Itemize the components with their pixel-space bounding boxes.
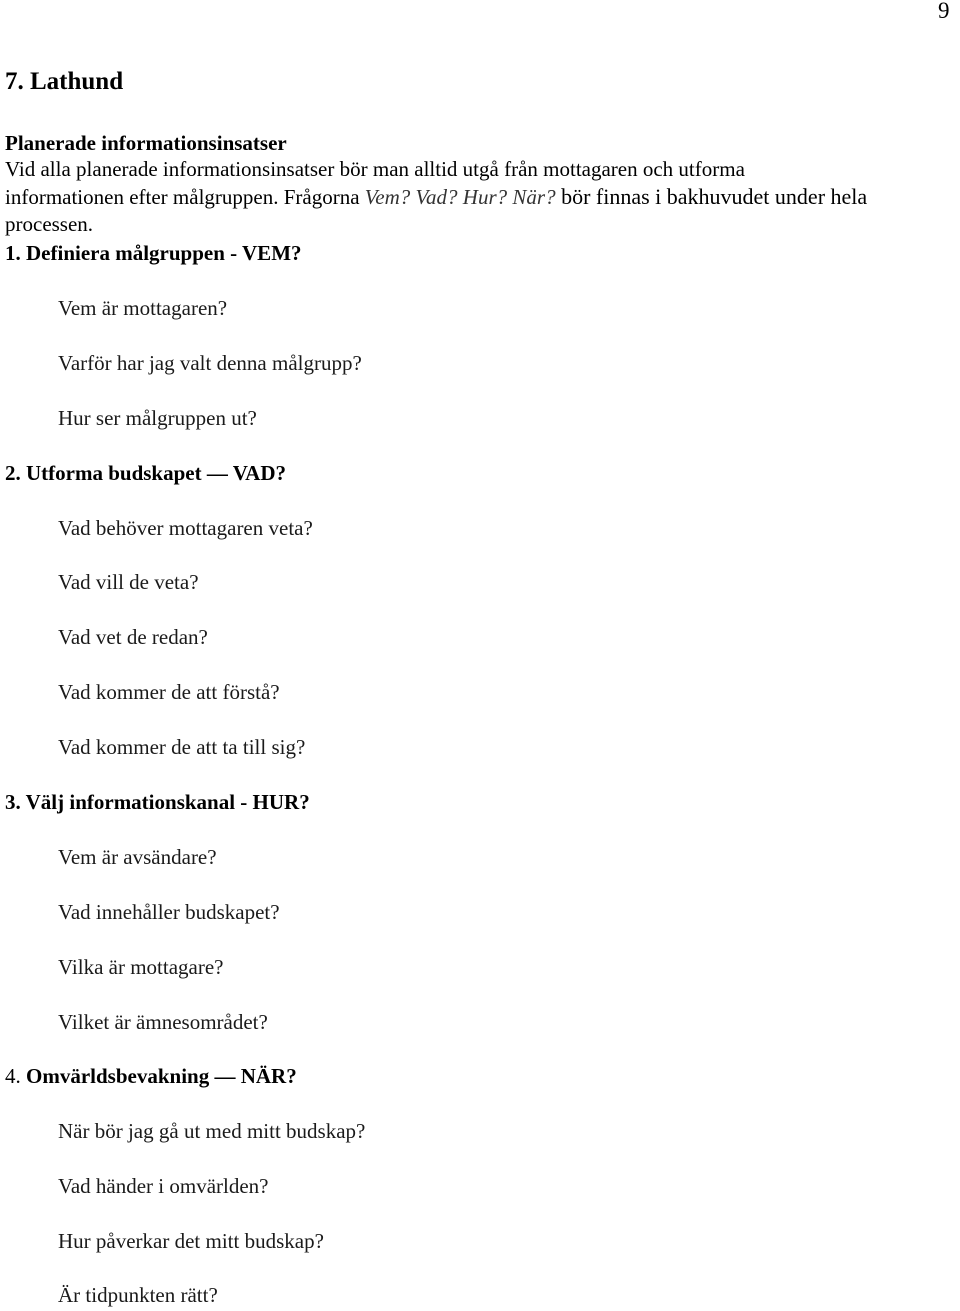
intro-line-3: processen.	[5, 212, 94, 236]
intro-line-2-end: bör finnas i bakhuvudet under hela	[555, 184, 868, 209]
question-item: Hur ser målgruppen ut?	[58, 406, 257, 430]
question-item: Vad kommer de att ta till sig?	[58, 735, 306, 759]
page-number: 9	[938, 0, 950, 23]
question-item: Varför har jag valt denna målgrupp?	[58, 351, 362, 375]
step-heading-4-text: Omvärldsbevakning — NÄR?	[26, 1064, 297, 1088]
question-item: Vad händer i omvärlden?	[58, 1174, 269, 1198]
intro-paragraph	[5, 156, 955, 238]
question-item: Vad behöver mottagaren veta?	[58, 516, 313, 540]
question-item: Vilket är ämnesområdet?	[58, 1010, 268, 1034]
question-item: När bör jag gå ut med mitt budskap?	[58, 1119, 366, 1143]
question-word-nar: När?	[512, 185, 556, 209]
question-item: Är tidpunkten rätt?	[58, 1283, 218, 1307]
step-number-4: 4.	[5, 1064, 21, 1088]
question-word-vad: Vad?	[415, 185, 458, 209]
question-item: Hur påverkar det mitt budskap?	[58, 1229, 324, 1253]
question-item: Vem är mottagaren?	[58, 296, 228, 320]
question-item: Vilka är mottagare?	[58, 955, 224, 979]
chapter-title: 7. Lathund	[5, 68, 124, 95]
step-heading-3: 3. Välj informationskanal - HUR?	[5, 790, 310, 814]
question-word-vem: Vem?	[364, 185, 411, 209]
question-item: Vem är avsändare?	[58, 845, 217, 869]
question-item: Vad vill de veta?	[58, 570, 199, 594]
question-item: Vad kommer de att förstå?	[58, 680, 280, 704]
intro-line-1: Vid alla planerade informationsinsatser bör man alltid utgå från mottagaren och utforma	[5, 157, 745, 181]
question-item: Vad innehåller budskapet?	[58, 900, 280, 924]
question-item: Vad vet de redan?	[58, 625, 208, 649]
question-word-hur: Hur?	[462, 185, 508, 209]
section-heading: Planerade informationsinsatser	[5, 131, 287, 155]
step-heading-1: 1. Definiera målgruppen - VEM?	[5, 241, 302, 265]
step-heading-4	[5, 1063, 297, 1089]
step-heading-2: 2. Utforma budskapet — VAD?	[5, 461, 287, 485]
intro-line-2-start: informationen efter målgruppen. Frågorna	[5, 185, 365, 209]
